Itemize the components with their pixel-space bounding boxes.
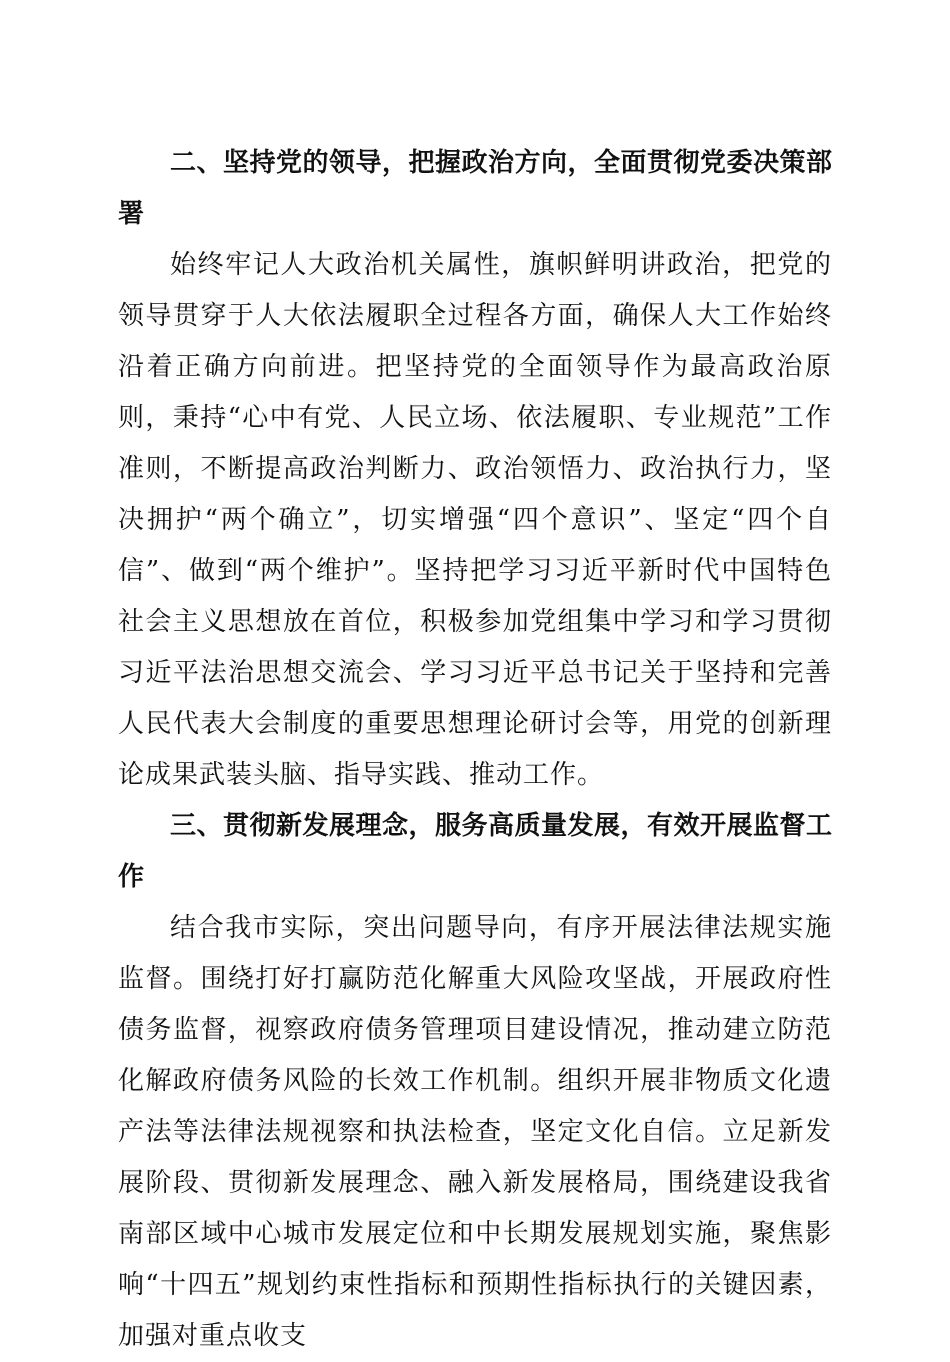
document-body xyxy=(118,138,832,1362)
section-2-heading: 二、坚持党的领导，把握政治方向，全面贯彻党委决策部署 xyxy=(118,148,832,229)
section-3-paragraph: 结合我市实际，突出问题导向，有序开展法律法规实施监督。围绕打好打赢防范化解重大风险攻坚战，开展政府性债务监督，视察政府债务管理项目建设情况，推动建立防范化解政府债务风险的长效工作机制。组织开展非物质文化遗产法等法律法规视察和执法检查，坚定文化自信。立足新发展阶段、贯彻新发展理念、融入新发展格局，围绕建设我省南部区域中心城市发展定位和中长期发展规划实施，聚焦影响“十四五”规划约束性指标和预期性指标执行的关键因素，加强对重点收支 xyxy=(118,913,832,1351)
section-3-heading: 三、贯彻新发展理念，服务高质量发展，有效开展监督工作 xyxy=(118,811,832,892)
section-2-paragraph: 始终牢记人大政治机关属性，旗帜鲜明讲政治，把党的领导贯穿于人大依法履职全过程各方面，确保人大工作始终沿着正确方向前进。把坚持党的全面领导作为最高政治原则，秉持“心中有党、人民立场、依法履职、专业规范”工作准则，不断提高政治判断力、政治领悟力、政治执行力，坚决拥护“两个确立”，切实增强“四个意识”、坚定“四个自信”、做到“两个维护”。坚持把学习习近平新时代中国特色社会主义思想放在首位，积极参加党组集中学习和学习贯彻习近平法治思想交流会、学习习近平总书记关于坚持和完善人民代表大会制度的重要思想理论研讨会等，用党的创新理论成果武装头脑、指导实践、推动工作。 xyxy=(118,250,832,790)
